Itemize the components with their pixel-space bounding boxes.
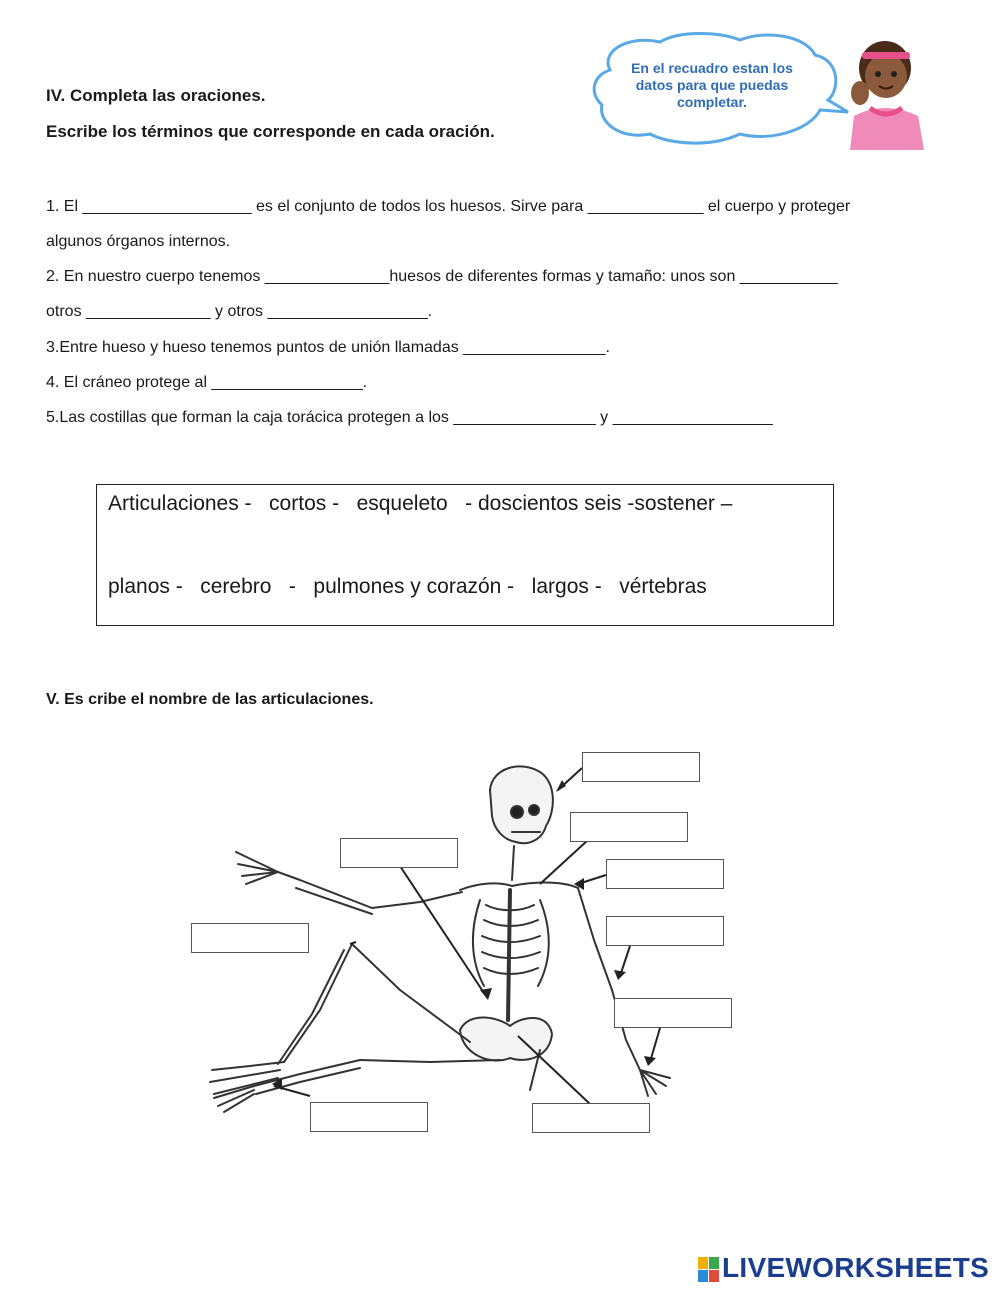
section-4-instruction: Escribe los términos que corresponde en cada oración. (46, 122, 495, 141)
sentence-line: otros ______________ y otros __________________. (46, 303, 433, 320)
word-bank-row: planos - cerebro - pulmones y corazón - largos - vértebras (108, 575, 707, 598)
answer-box-hip[interactable] (532, 1103, 650, 1133)
answer-box-skull[interactable] (582, 752, 700, 782)
answer-box-shoulder[interactable] (606, 859, 724, 889)
bubble-line: datos para que puedas (635, 77, 789, 93)
answer-box-spine[interactable] (340, 838, 458, 868)
liveworksheets-brand: LIVEWORKSHEETS (722, 1252, 990, 1283)
section-5-title: V. Es cribe el nombre de las articulaciones. (46, 691, 374, 708)
sentence-line: 5.Las costillas que forman la caja torácica protegen a los ________________ y __________________ (46, 409, 773, 426)
sentence-line: 3.Entre hueso y hueso tenemos puntos de unión llamadas ________________. (46, 339, 610, 356)
sentence-line: 1. El ___________________ es el conjunto de todos los huesos. Sirve para _____________ el cuerpo y proteger (46, 198, 851, 215)
answer-box-knee[interactable] (191, 923, 309, 953)
bubble-line: completar. (676, 94, 748, 110)
bubble-line: En el recuadro estan los (631, 60, 793, 76)
sentence-line: 2. En nuestro cuerpo tenemos ______________huesos de diferentes formas y tamaño: unos son ___________ (46, 268, 838, 285)
word-bank-row: Articulaciones - cortos - esqueleto - doscientos seis -sostener – (108, 492, 733, 515)
answer-box-ankle[interactable] (310, 1102, 428, 1132)
answer-box-elbow[interactable] (606, 916, 724, 946)
answer-box-neck[interactable] (570, 812, 688, 842)
answer-box-wrist[interactable] (614, 998, 732, 1028)
liveworksheets-logo-icon (698, 1257, 720, 1283)
section-4-title: IV. Completa las oraciones. (46, 86, 266, 105)
sentence-line: 4. El cráneo protege al _________________. (46, 374, 368, 391)
sentence-line: algunos órganos internos. (46, 233, 231, 250)
